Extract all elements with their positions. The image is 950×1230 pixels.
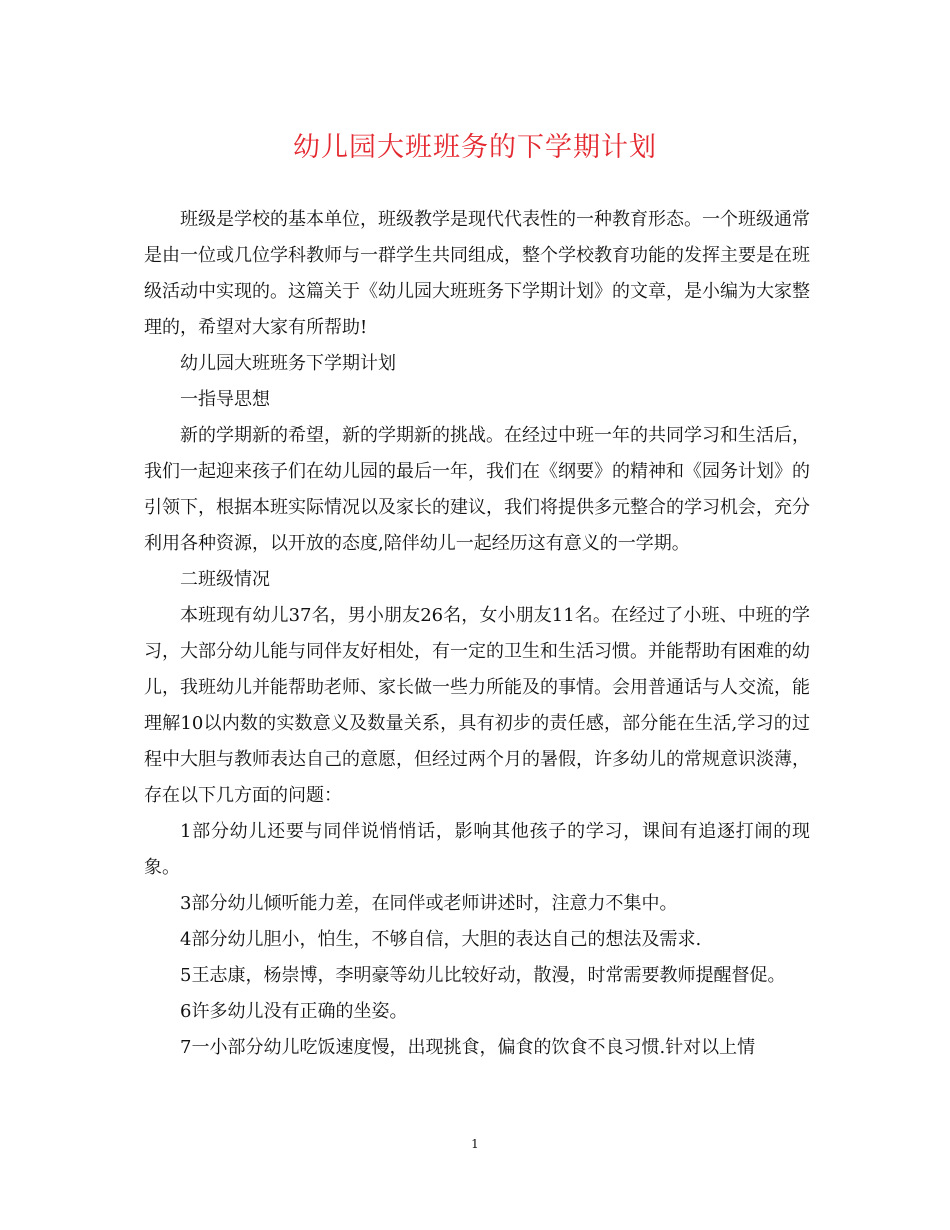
issue-item-3: 3部分幼儿倾听能力差，在同伴或老师讲述时，注意力不集中。 [180, 893, 678, 914]
subtitle-paragraph: 幼儿园大班班务下学期计划 [180, 353, 396, 374]
intro-paragraph: 班级是学校的基本单位，班级教学是现代代表性的一种教育形态。一个班级通常是由一位或几位学科教师与一群学生共同组成，整个学校教育功能的发挥主要是在班级活动中实现的。这篇关于《幼儿园大班班务下学期计划》的文章，是小编为大家整理的，希望对大家有所帮助! [144, 209, 810, 338]
section-heading-class-situation: 二班级情况 [180, 569, 270, 590]
issue-item-4: 4部分幼儿胆小，怕生，不够自信，大胆的表达自己的想法及需求. [180, 929, 702, 950]
document-body [144, 202, 810, 1066]
class-situation-paragraph: 本班现有幼儿37名，男小朋友26名，女小朋友11名。在经过了小班、中班的学习，大部分幼儿能与同伴友好相处，有一定的卫生和生活习惯。并能帮助有困难的幼儿，我班幼儿并能帮助老师、家长做一些力所能及的事情。会用普通话与人交流，能理解10以内数的实数意义及数量关系，具有初步的责任感，部分能在生活,学习的过程中大胆与教师表达自己的意愿，但经过两个月的暑假，许多幼儿的常规意识淡薄，存在以下几方面的问题： [144, 605, 810, 806]
section-heading-guiding-ideology: 一指导思想 [180, 389, 270, 410]
issue-item-1: 1部分幼儿还要与同伴说悄悄话，影响其他孩子的学习，课间有追逐打闹的现象。 [144, 821, 810, 878]
page-number: 1 [471, 1137, 479, 1151]
guiding-ideology-paragraph: 新的学期新的希望，新的学期新的挑战。在经过中班一年的共同学习和生活后，我们一起迎来孩子们在幼儿园的最后一年，我们在《纲要》的精神和《园务计划》的引领下，根据本班实际情况以及家长的建议，我们将提供多元整合的学习机会，充分利用各种资源，以开放的态度,陪伴幼儿一起经历这有意义的一学期。 [144, 425, 810, 554]
issue-item-6: 6许多幼儿没有正确的坐姿。 [180, 1001, 408, 1022]
document-title: 幼儿园大班班务的下学期计划 [293, 132, 657, 163]
issue-item-7: 7一小部分幼儿吃饭速度慢，出现挑食，偏食的饮食不良习惯.针对以上情 [180, 1037, 756, 1058]
issue-item-5: 5王志康，杨崇博，李明豪等幼儿比较好动，散漫，时常需要教师提醒督促。 [180, 965, 786, 986]
